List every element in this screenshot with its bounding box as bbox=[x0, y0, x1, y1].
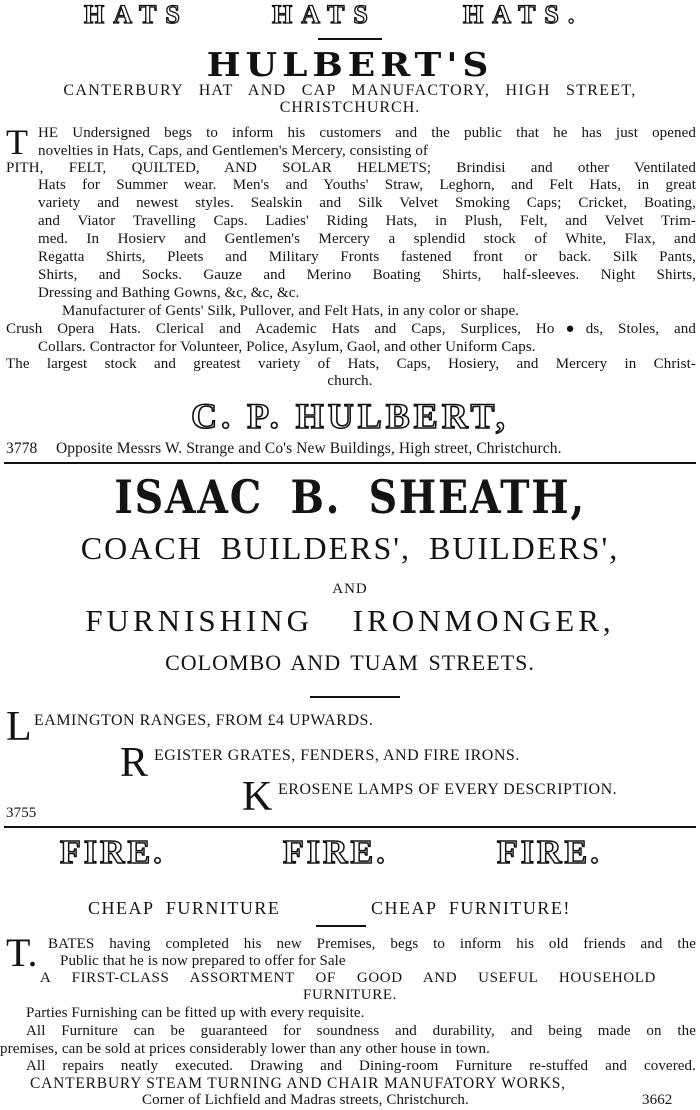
drop-cap: R bbox=[120, 740, 149, 786]
body-line: FURNITURE. bbox=[303, 987, 397, 1003]
divider bbox=[316, 925, 366, 927]
hats-banner bbox=[0, 0, 700, 30]
hulbert-signature: C. P. HULBERT, bbox=[191, 396, 509, 436]
hulbert-subtitle: CANTERBURY HAT AND CAP MANUFACTORY, HIGH STREET, bbox=[63, 82, 637, 99]
body-line: A FIRST-CLASS ASSORTMENT OF GOOD AND USEFUL HOUSEHOLD bbox=[40, 970, 656, 986]
body-line: PITH, FELT, QUILTED, AND SOLAR HELMETS; Brindisi and other Ventilated bbox=[6, 160, 696, 176]
body-line: church. bbox=[327, 373, 373, 389]
fire-word: FIRE. bbox=[283, 834, 388, 871]
body-line: Regatta Shirts, Pleets and Military Fronts fastened front or back. Silk Pants, bbox=[38, 249, 696, 265]
body-line: novelties in Hats, Caps, and Gentlemen's Mercery, consisting of bbox=[38, 143, 429, 159]
sheath-item: EGISTER GRATES, FENDERS, AND FIRE IRONS. bbox=[154, 747, 520, 764]
sheath-trade: COACH BUILDERS', BUILDERS', bbox=[80, 530, 620, 566]
ad-separator bbox=[4, 462, 696, 464]
body-line: Parties Furnishing can be fitted up with every requisite. bbox=[26, 1005, 365, 1021]
ad-separator bbox=[4, 826, 696, 828]
sheath-item: EAMINGTON RANGES, FROM £4 UPWARDS. bbox=[34, 712, 374, 729]
body-line: All repairs neatly executed. Drawing and Dining-room Furniture re-stuffed and covered. bbox=[26, 1058, 696, 1074]
cheap-furniture-text: CHEAP FURNITURE! bbox=[371, 898, 571, 918]
fire-word: FIRE. bbox=[497, 834, 602, 871]
body-line: Hats for Summer wear. Men's and Youths' Straw, Leghorn, and Felt Hats, in great bbox=[38, 177, 696, 193]
body-line: premises, can be sold at prices considerably lower than any other house in town. bbox=[0, 1041, 490, 1057]
body-line: variety and newest styles. Sealskin and Silk Velvet Smoking Caps; Cricket, Boating, bbox=[38, 195, 696, 211]
body-line: Crush Opera Hats. Clerical and Academic Hats and Caps, Surplices, Ho●ds, Stoles, and bbox=[6, 321, 696, 337]
sheath-streets: COLOMBO AND TUAM STREETS. bbox=[165, 650, 535, 675]
divider bbox=[310, 696, 400, 698]
body-line: HE Undersigned begs to inform his customers and the public that he has just opened bbox=[38, 125, 696, 141]
drop-cap: T bbox=[6, 122, 28, 162]
hats-word: HATS bbox=[84, 0, 189, 29]
body-line: The largest stock and greatest variety of Hats, Caps, Hosiery, and Mercery in Christ- bbox=[6, 356, 696, 372]
hulbert-logo: HULBERT'S bbox=[206, 46, 494, 84]
drop-cap: L bbox=[6, 704, 32, 750]
body-line: and Viator Travelling Caps. Ladies' Riding Hats, in Plush, Felt, and Velvet Trim- bbox=[38, 213, 696, 229]
hulbert-address: Opposite Messrs W. Strange and Co's New Buildings, High street, Christchurch. bbox=[56, 440, 562, 457]
sheath-item: EROSENE LAMPS OF EVERY DESCRIPTION. bbox=[278, 781, 618, 798]
cheap-furniture-text: CHEAP FURNITURE bbox=[88, 898, 281, 918]
body-line: Collars. Contractor for Volunteer, Police, Asylum, Gaol, and other Uniform Caps. bbox=[38, 339, 536, 355]
sheath-name: ISAAC B. SHEATH, bbox=[114, 470, 586, 524]
cheap-furniture-line bbox=[0, 898, 700, 922]
ad-number: 3778 bbox=[6, 440, 38, 457]
body-line: Dressing and Bathing Gowns, &c, &c, &c. bbox=[38, 285, 300, 301]
hats-word: HATS. bbox=[463, 0, 584, 29]
drop-cap: T. bbox=[6, 930, 38, 975]
body-line: BATES having completed his new Premises, begs to inform his old friends and the bbox=[48, 936, 696, 952]
body-line: All Furniture can be guaranteed for soundness and durability, and being made on the bbox=[26, 1023, 696, 1039]
body-line: med. In Hosierv and Gentlemen's Mercery a splendid stock of White, Flax, and bbox=[38, 231, 696, 247]
divider bbox=[318, 38, 382, 40]
fire-word: FIRE. bbox=[60, 834, 165, 871]
drop-cap: K bbox=[242, 774, 273, 820]
works-line: CANTERBURY STEAM TURNING AND CHAIR MANUFATORY WORKS, bbox=[30, 1075, 566, 1092]
hulbert-subtitle: CHRISTCHURCH. bbox=[279, 99, 421, 116]
sheath-trade: FURNISHING IRONMONGER, bbox=[85, 603, 615, 638]
address-line: Corner of Lichfield and Madras streets, Christchurch. bbox=[142, 1092, 469, 1108]
body-line: Public that he is now prepared to offer for Sale bbox=[60, 953, 346, 969]
ad-number: 3755 bbox=[6, 805, 37, 821]
body-line: Shirts, and Socks. Gauze and Merino Boating Shirts, half-sleeves. Night Shirts, bbox=[38, 267, 696, 283]
hats-word: HATS bbox=[272, 0, 377, 29]
ad-number: 3662 bbox=[642, 1092, 673, 1108]
body-line: Manufacturer of Gents' Silk, Pullover, and Felt Hats, in any color or shape. bbox=[62, 303, 520, 319]
and-label: AND bbox=[332, 581, 368, 597]
fire-banner bbox=[0, 834, 700, 874]
